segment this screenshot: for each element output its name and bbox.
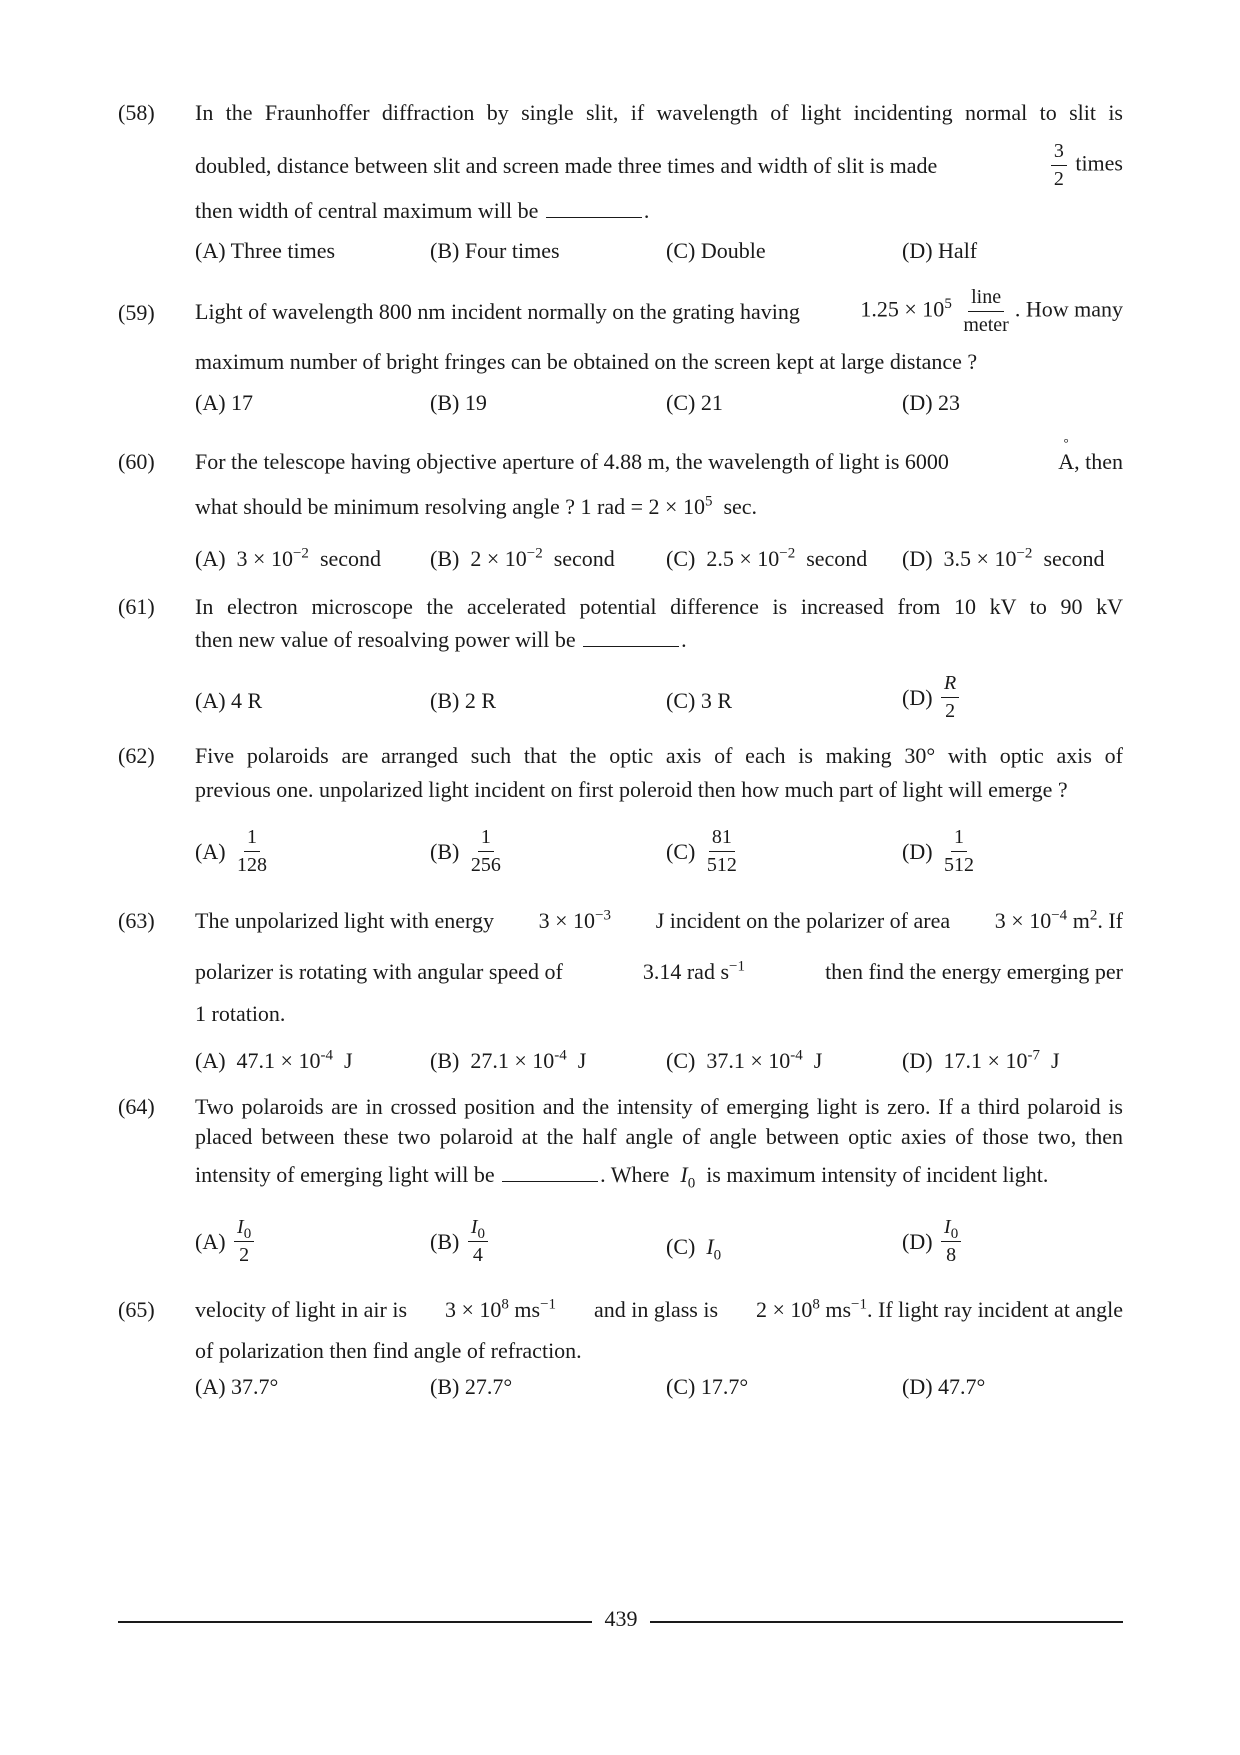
question-number: (61) (118, 594, 155, 619)
option-d[interactable]: (D) $17.1 \times 10^{-7}$ J (902, 1047, 1060, 1073)
option-a[interactable]: (A) $3 \times 10^{-2}$ second (195, 545, 382, 571)
option-a[interactable]: (A) $\frac{I_0}{2}$ (195, 1216, 257, 1267)
question-text-line: The unpolarized light with energy $3 \times 10^{-3}$ J incident on the polarizer of area $3 \times 10^{-4}$ $m^2$. If (195, 907, 1123, 933)
option-c[interactable]: (C) $\frac{81}{512}$ (666, 826, 743, 877)
question-number: (63) (118, 908, 155, 933)
option-b[interactable]: (B) 19 (430, 390, 487, 415)
option-c[interactable]: (C) 3 R (666, 688, 732, 713)
option-d[interactable]: (D) $\frac{I_0}{8}$ (902, 1216, 964, 1267)
option-c[interactable]: (C) $I_0$ (666, 1234, 722, 1264)
question-text-line: For the telescope having objective aperture of 4.88 m, the wavelength of light is 6000 ° A, then (195, 435, 1123, 474)
question-text-line: then width of central maximum will be . (195, 198, 650, 223)
option-b[interactable]: (B) $\frac{1}{256}$ (430, 826, 507, 877)
fraction: $\frac{I_0}{2}$ (234, 1216, 254, 1267)
option-a[interactable]: (A) 37.7° (195, 1374, 279, 1399)
question-number: (62) (118, 743, 155, 768)
question-number: (58) (118, 100, 155, 125)
option-c[interactable]: (C) 17.7° (666, 1374, 749, 1399)
option-b[interactable]: (B) $\frac{I_0}{4}$ (430, 1216, 491, 1267)
page-number: 439 (604, 1606, 638, 1631)
question-text-line: intensity of emerging light will be . Where $I_0$ is maximum intensity of incident light. (195, 1162, 1049, 1192)
question-text-line: Two polaroids are in crossed position and the intensity of emerging light is zero. If a third polaroid is (195, 1094, 1123, 1119)
question-number: (64) (118, 1094, 155, 1119)
question-text-line: doubled, distance between slit and screen made three times and width of slit is made $\frac{3}{2}$ times (195, 140, 1123, 190)
footer-rule-right (650, 1621, 1123, 1623)
option-b[interactable]: (B) 27.7° (430, 1374, 513, 1399)
question-number: (60) (118, 449, 155, 474)
option-d[interactable]: (D) Half (902, 238, 978, 263)
question-text-line: Five polaroids are arranged such that the optic axis of each is making 30° with optic axis of (195, 743, 1123, 768)
option-a[interactable]: (A) Three times (195, 238, 336, 263)
angstrom-symbol: ° A (1058, 435, 1075, 474)
option-d[interactable]: (D) 47.7° (902, 1374, 986, 1399)
option-d[interactable]: (D) $3.5 \times 10^{-2}$ second (902, 545, 1105, 571)
option-c[interactable]: (C) $37.1 \times 10^{-4}$ J (666, 1047, 823, 1073)
question-text-line: polarizer is rotating with angular speed of 3.14 rad $s^{-1}$ then find the energy emerging per (195, 958, 1123, 984)
fraction: $\frac{1}{128}$ (237, 826, 268, 876)
answer-blank (502, 1181, 598, 1182)
option-d[interactable]: (D) $\frac{1}{512}$ (902, 826, 980, 877)
fraction: $\frac{3}{2}$ (1051, 140, 1067, 191)
option-c[interactable]: (C) $2.5 \times 10^{-2}$ second (666, 545, 868, 571)
fraction: $\frac{I_0}{8}$ (941, 1216, 961, 1267)
option-b[interactable]: (B) $2 \times 10^{-2}$ second (430, 545, 615, 571)
question-number: (59) (118, 300, 155, 325)
question-text-line: then new value of resoalving power will be . (195, 627, 687, 652)
question-text-line: In electron microscope the accelerated potential difference is increased from 10 kV to 90 kV (195, 594, 1123, 619)
question-text-line: placed between these two polaroid at the half angle of angle between optic axies of those two, then (195, 1124, 1123, 1149)
fraction: $\frac{1}{256}$ (470, 826, 501, 876)
question-number: (65) (118, 1297, 155, 1322)
option-b[interactable]: (B) 2 R (430, 688, 496, 713)
question-text-line: what should be minimum resolving angle ? 1 rad = $2 \times 10^5$ sec. (195, 493, 758, 519)
fraction: $\frac{I_0}{4}$ (468, 1216, 488, 1267)
answer-blank (546, 217, 642, 218)
option-c[interactable]: (C) Double (666, 238, 766, 263)
question-text-line: of polarization then find angle of refraction. (195, 1338, 582, 1363)
option-b[interactable]: (B) $27.1 \times 10^{-4}$ J (430, 1047, 587, 1073)
option-d[interactable]: (D) 23 (902, 390, 961, 415)
fraction: $\frac{81}{512}$ (706, 826, 737, 876)
option-a[interactable]: (A) $\frac{1}{128}$ (195, 826, 273, 877)
question-text-line: 1 rotation. (195, 1001, 286, 1026)
option-d[interactable]: (D) $\frac{R}{2}$ (902, 672, 962, 723)
option-b[interactable]: (B) Four times (430, 238, 560, 263)
answer-blank (583, 646, 679, 647)
option-a[interactable]: (A) $47.1 \times 10^{-4}$ J (195, 1047, 353, 1073)
option-a[interactable]: (A) 17 (195, 390, 254, 415)
question-text-line: velocity of light in air is $3 \times 10^8$ $ms^{-1}$ and in glass is $2 \times 10^8$ $ms^{-1}$. If light ray incident at angle (195, 1296, 1123, 1322)
question-text-line: maximum number of bright fringes can be obtained on the screen kept at large distance ? (195, 349, 978, 374)
fraction: $\frac{1}{512}$ (944, 826, 975, 876)
question-text-line: Light of wavelength 800 nm incident normally on the grating having $1.25 \times 10^5$ $\frac{\text{line}}{\text{meter}}$ . How many (195, 286, 1123, 336)
footer-rule-left (118, 1621, 592, 1623)
option-c[interactable]: (C) 21 (666, 390, 723, 415)
question-text-line: In the Fraunhoffer diffraction by single slit, if wavelength of light incidenting normal to slit is (195, 100, 1123, 125)
fraction: $\frac{\text{line}}{\text{meter}}$ (963, 286, 1009, 336)
fraction: $\frac{R}{2}$ (941, 672, 959, 723)
option-a[interactable]: (A) 4 R (195, 688, 263, 713)
question-text-line: previous one. unpolarized light incident on first poleroid then how much part of light will emerge ? (195, 777, 1068, 802)
